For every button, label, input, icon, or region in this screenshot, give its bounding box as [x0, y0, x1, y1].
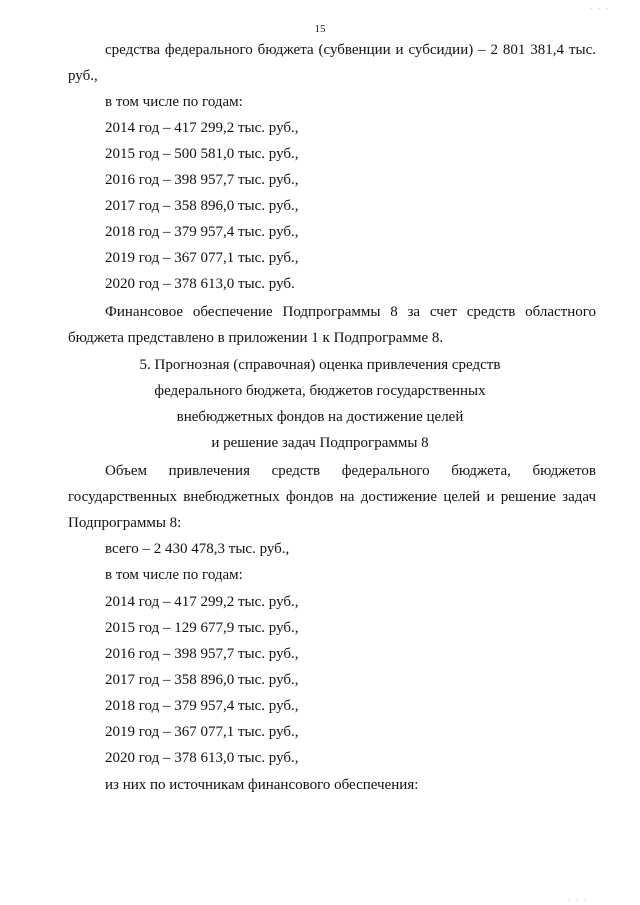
page-number: 15: [314, 23, 326, 35]
sources-label: из них по источникам финансового обеспечения:: [105, 777, 419, 793]
corner-mark-top: . . .: [590, 2, 610, 11]
by-years-label: в том числе по годам:: [105, 94, 243, 110]
section-heading-line-3: внебюджетных фондов на достижение целей: [176, 409, 464, 425]
year-line-2018: 2018 год – 379 957,4 тыс. руб.,: [105, 224, 299, 240]
forecast-year-line-2019: 2019 год – 367 077,1 тыс. руб.,: [105, 724, 299, 740]
year-line-2019: 2019 год – 367 077,1 тыс. руб.,: [105, 250, 299, 266]
forecast-year-line-2018: 2018 год – 379 957,4 тыс. руб.,: [105, 698, 299, 714]
volume-paragraph-line-2: государственных внебюджетных фондов на достижение целей и решение задач: [68, 489, 596, 505]
forecast-year-line-2016: 2016 год – 398 957,7 тыс. руб.,: [105, 646, 299, 662]
forecast-year-line-2015: 2015 год – 129 677,9 тыс. руб.,: [105, 620, 299, 636]
year-line-2020: 2020 год – 378 613,0 тыс. руб.: [105, 276, 295, 292]
by-years-label-2: в том числе по годам:: [105, 567, 243, 583]
section-heading-line-2: федерального бюджета, бюджетов государственных: [154, 383, 486, 399]
federal-funds-line-2: руб.,: [68, 68, 98, 84]
regional-funding-line-2: бюджета представлено в приложении 1 к Подпрограмме 8.: [68, 330, 444, 346]
year-line-2015: 2015 год – 500 581,0 тыс. руб.,: [105, 146, 299, 162]
section-heading-line-4: и решение задач Подпрограммы 8: [211, 435, 429, 451]
total-line: всего – 2 430 478,3 тыс. руб.,: [105, 541, 290, 557]
volume-paragraph-line-3: Подпрограммы 8:: [68, 515, 182, 531]
year-line-2017: 2017 год – 358 896,0 тыс. руб.,: [105, 198, 299, 214]
forecast-year-line-2014: 2014 год – 417 299,2 тыс. руб.,: [105, 594, 299, 610]
federal-funds-line-1: средства федерального бюджета (субвенции и субсидии) – 2 801 381,4 тыс.: [105, 42, 596, 58]
section-heading-line-1: 5. Прогнозная (справочная) оценка привлечения средств: [139, 357, 501, 373]
year-line-2014: 2014 год – 417 299,2 тыс. руб.,: [105, 120, 299, 136]
year-line-2016: 2016 год – 398 957,7 тыс. руб.,: [105, 172, 299, 188]
volume-paragraph-line-1: Объем привлечения средств федерального бюджета, бюджетов: [105, 463, 596, 479]
forecast-year-line-2017: 2017 год – 358 896,0 тыс. руб.,: [105, 672, 299, 688]
regional-funding-line-1: Финансовое обеспечение Подпрограммы 8 за счет средств областного: [105, 304, 596, 320]
forecast-year-line-2020: 2020 год – 378 613,0 тыс. руб.,: [105, 750, 299, 766]
corner-mark-bottom: . . .: [568, 893, 588, 902]
